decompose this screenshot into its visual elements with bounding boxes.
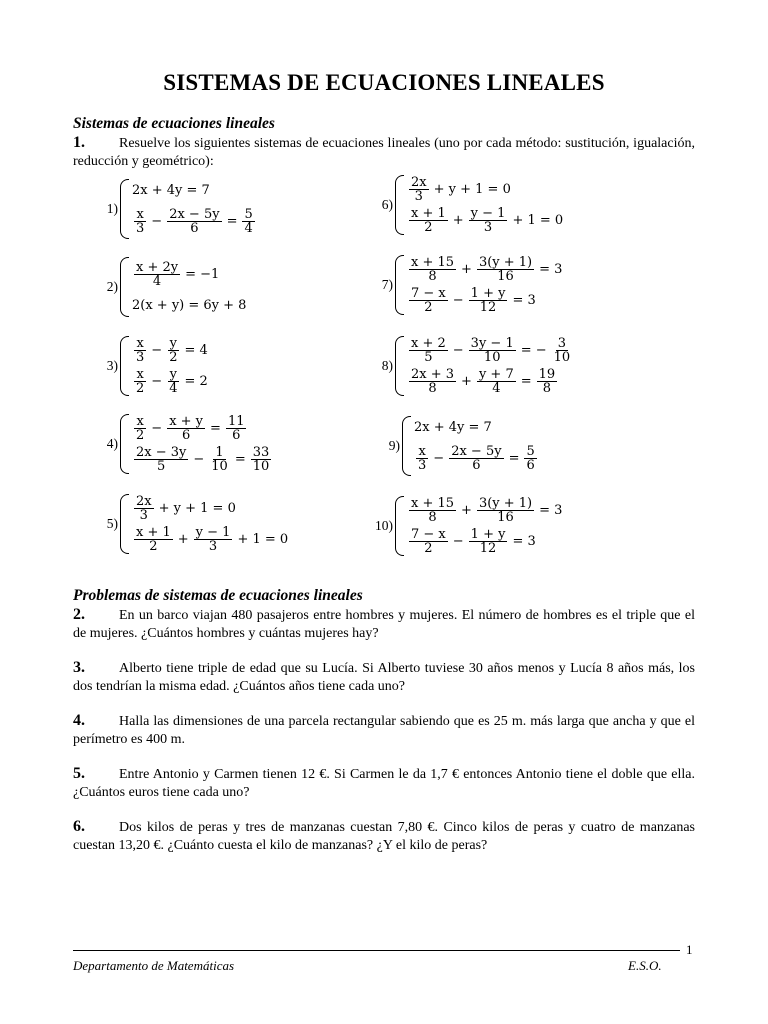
brace xyxy=(120,414,129,474)
system-7 xyxy=(365,254,565,316)
system-3 xyxy=(90,335,211,397)
exercise-number: 1. xyxy=(73,134,85,151)
equation: x + 15 8 + $\frac{3(y + 1)}{16}$ = 3 xyxy=(411,255,563,284)
problem-text: Entre Antonio y Carmen tienen 12 €. Si Carmen le da 1,7 € entonces Antonio tiene el doble que ella. ¿Cuántos euros tiene cada uno? xyxy=(73,767,695,800)
equation: x 3 − $\frac{2x - 5y}{6}$ = $\frac{5}{6}$ xyxy=(418,444,535,473)
equation: x + 1 2 + $\frac{y - 1}{3}$ + 1 = 0 xyxy=(411,206,564,235)
brace xyxy=(395,496,404,556)
problem-number: 2. xyxy=(73,606,85,623)
equation: 2x + 4y = 7 xyxy=(414,420,492,435)
system-1 xyxy=(90,178,257,240)
equation: 2x + 4y = 7 xyxy=(132,183,210,198)
brace xyxy=(120,257,129,317)
system-label: 3) xyxy=(106,358,118,373)
problem-text: Halla las dimensiones de una parcela rectangular sabiendo que es 25 m. más larga que ancha y que el perímetro es 400 m. xyxy=(73,714,695,747)
problem-4 xyxy=(73,712,695,749)
problem-number: 5. xyxy=(73,765,85,782)
brace xyxy=(120,179,129,239)
footer-rule xyxy=(73,950,680,951)
equation: $\frac{x + 2y}{4}$ = −1 xyxy=(136,260,220,289)
problem-text: Dos kilos de peras y tres de manzanas cuestan 7,80 €. Cinco kilos de peras y cuatro de manzanas cuestan 13,20 €. ¿Cuánto cuesta el kilo de manzanas? ¿Y el kilo de peras? xyxy=(73,820,695,853)
system-label: 2) xyxy=(106,279,118,294)
system-label: 8) xyxy=(381,358,393,373)
brace xyxy=(402,416,411,476)
problem-5 xyxy=(73,765,695,802)
equation: 2x 3 + y + 1 = 0 xyxy=(136,494,236,523)
equation: x + 1 2 + $\frac{y - 1}{3}$ + 1 = 0 xyxy=(136,525,289,554)
page-number: 1 xyxy=(686,942,693,957)
system-label: 5) xyxy=(106,516,118,531)
section-heading-problems: Problemas de sistemas de ecuaciones lineales xyxy=(73,587,363,604)
system-label: 1) xyxy=(106,201,118,216)
problem-2 xyxy=(73,606,695,643)
equation: 2x − 3y 5 − $\frac{1}{10}$ = $\frac{33}{10}$ xyxy=(136,445,270,474)
system-10 xyxy=(365,495,565,557)
equation: 2(x + y) = 6y + 8 xyxy=(132,298,247,313)
equation: x 2 − $\frac{y}{4}$ = 2 xyxy=(136,367,208,396)
system-6 xyxy=(365,174,566,236)
system-label: 6) xyxy=(381,197,393,212)
brace xyxy=(395,255,404,315)
equation: x + 2 5 − $\frac{3y - 1}{10}$ = − $\frac{3}{10}$ xyxy=(411,336,571,365)
problem-6 xyxy=(73,818,695,855)
footer-level: E.S.O. xyxy=(628,958,662,973)
system-label: 10) xyxy=(375,518,393,533)
equation: 7 − x 2 − $\frac{1 + y}{12}$ = 3 xyxy=(411,527,536,556)
equation: 2x 3 + y + 1 = 0 xyxy=(411,175,511,204)
page-title: SISTEMAS DE ECUACIONES LINEALES xyxy=(163,70,605,95)
system-9 xyxy=(372,415,539,477)
system-label: 4) xyxy=(106,436,118,451)
system-label: 9) xyxy=(388,438,400,453)
section-heading-systems: Sistemas de ecuaciones lineales xyxy=(73,115,275,132)
equation: 2x + 3 8 + $\frac{y + 7}{4}$ = $\frac{19}{8}$ xyxy=(411,367,556,396)
problem-text: En un barco viajan 480 pasajeros entre hombres y mujeres. El número de hombres es el triple que el de mujeres. ¿Cuántos hombres y cuántas mujeres hay? xyxy=(73,608,695,641)
system-2 xyxy=(90,256,246,318)
equation: x 3 − $\frac{2x - 5y}{6}$ = $\frac{5}{4}$ xyxy=(136,207,253,236)
exercise-1 xyxy=(73,134,695,171)
system-label: 7) xyxy=(381,277,393,292)
equation: x + 15 8 + $\frac{3(y + 1)}{16}$ = 3 xyxy=(411,496,563,525)
brace xyxy=(395,175,404,235)
equation: x 3 − $\frac{y}{2}$ = 4 xyxy=(136,336,208,365)
system-4 xyxy=(90,413,273,475)
problem-text: Alberto tiene triple de edad que su Lucía. Si Alberto tuviese 30 años menos y Lucía 8 años más, los dos tendrían la misma edad. ¿Cuántos años tiene cada uno? xyxy=(73,661,695,694)
system-8 xyxy=(365,335,574,397)
problem-number: 3. xyxy=(73,659,85,676)
brace xyxy=(120,494,129,554)
equation: 7 − x 2 − $\frac{1 + y}{12}$ = 3 xyxy=(411,286,536,315)
brace xyxy=(395,336,404,396)
system-5 xyxy=(90,493,291,555)
problem-3 xyxy=(73,659,695,696)
footer-department: Departamento de Matemáticas xyxy=(73,958,235,973)
problem-number: 4. xyxy=(73,712,85,729)
equation: x 2 − $\frac{x + y}{6}$ = $\frac{11}{6}$ xyxy=(136,414,245,443)
brace xyxy=(120,336,129,396)
exercise-text: Resuelve los siguientes sistemas de ecuaciones lineales (uno por cada método: sustitución, igualación, reducción y geométrico): xyxy=(73,136,695,169)
problem-number: 6. xyxy=(73,818,85,835)
